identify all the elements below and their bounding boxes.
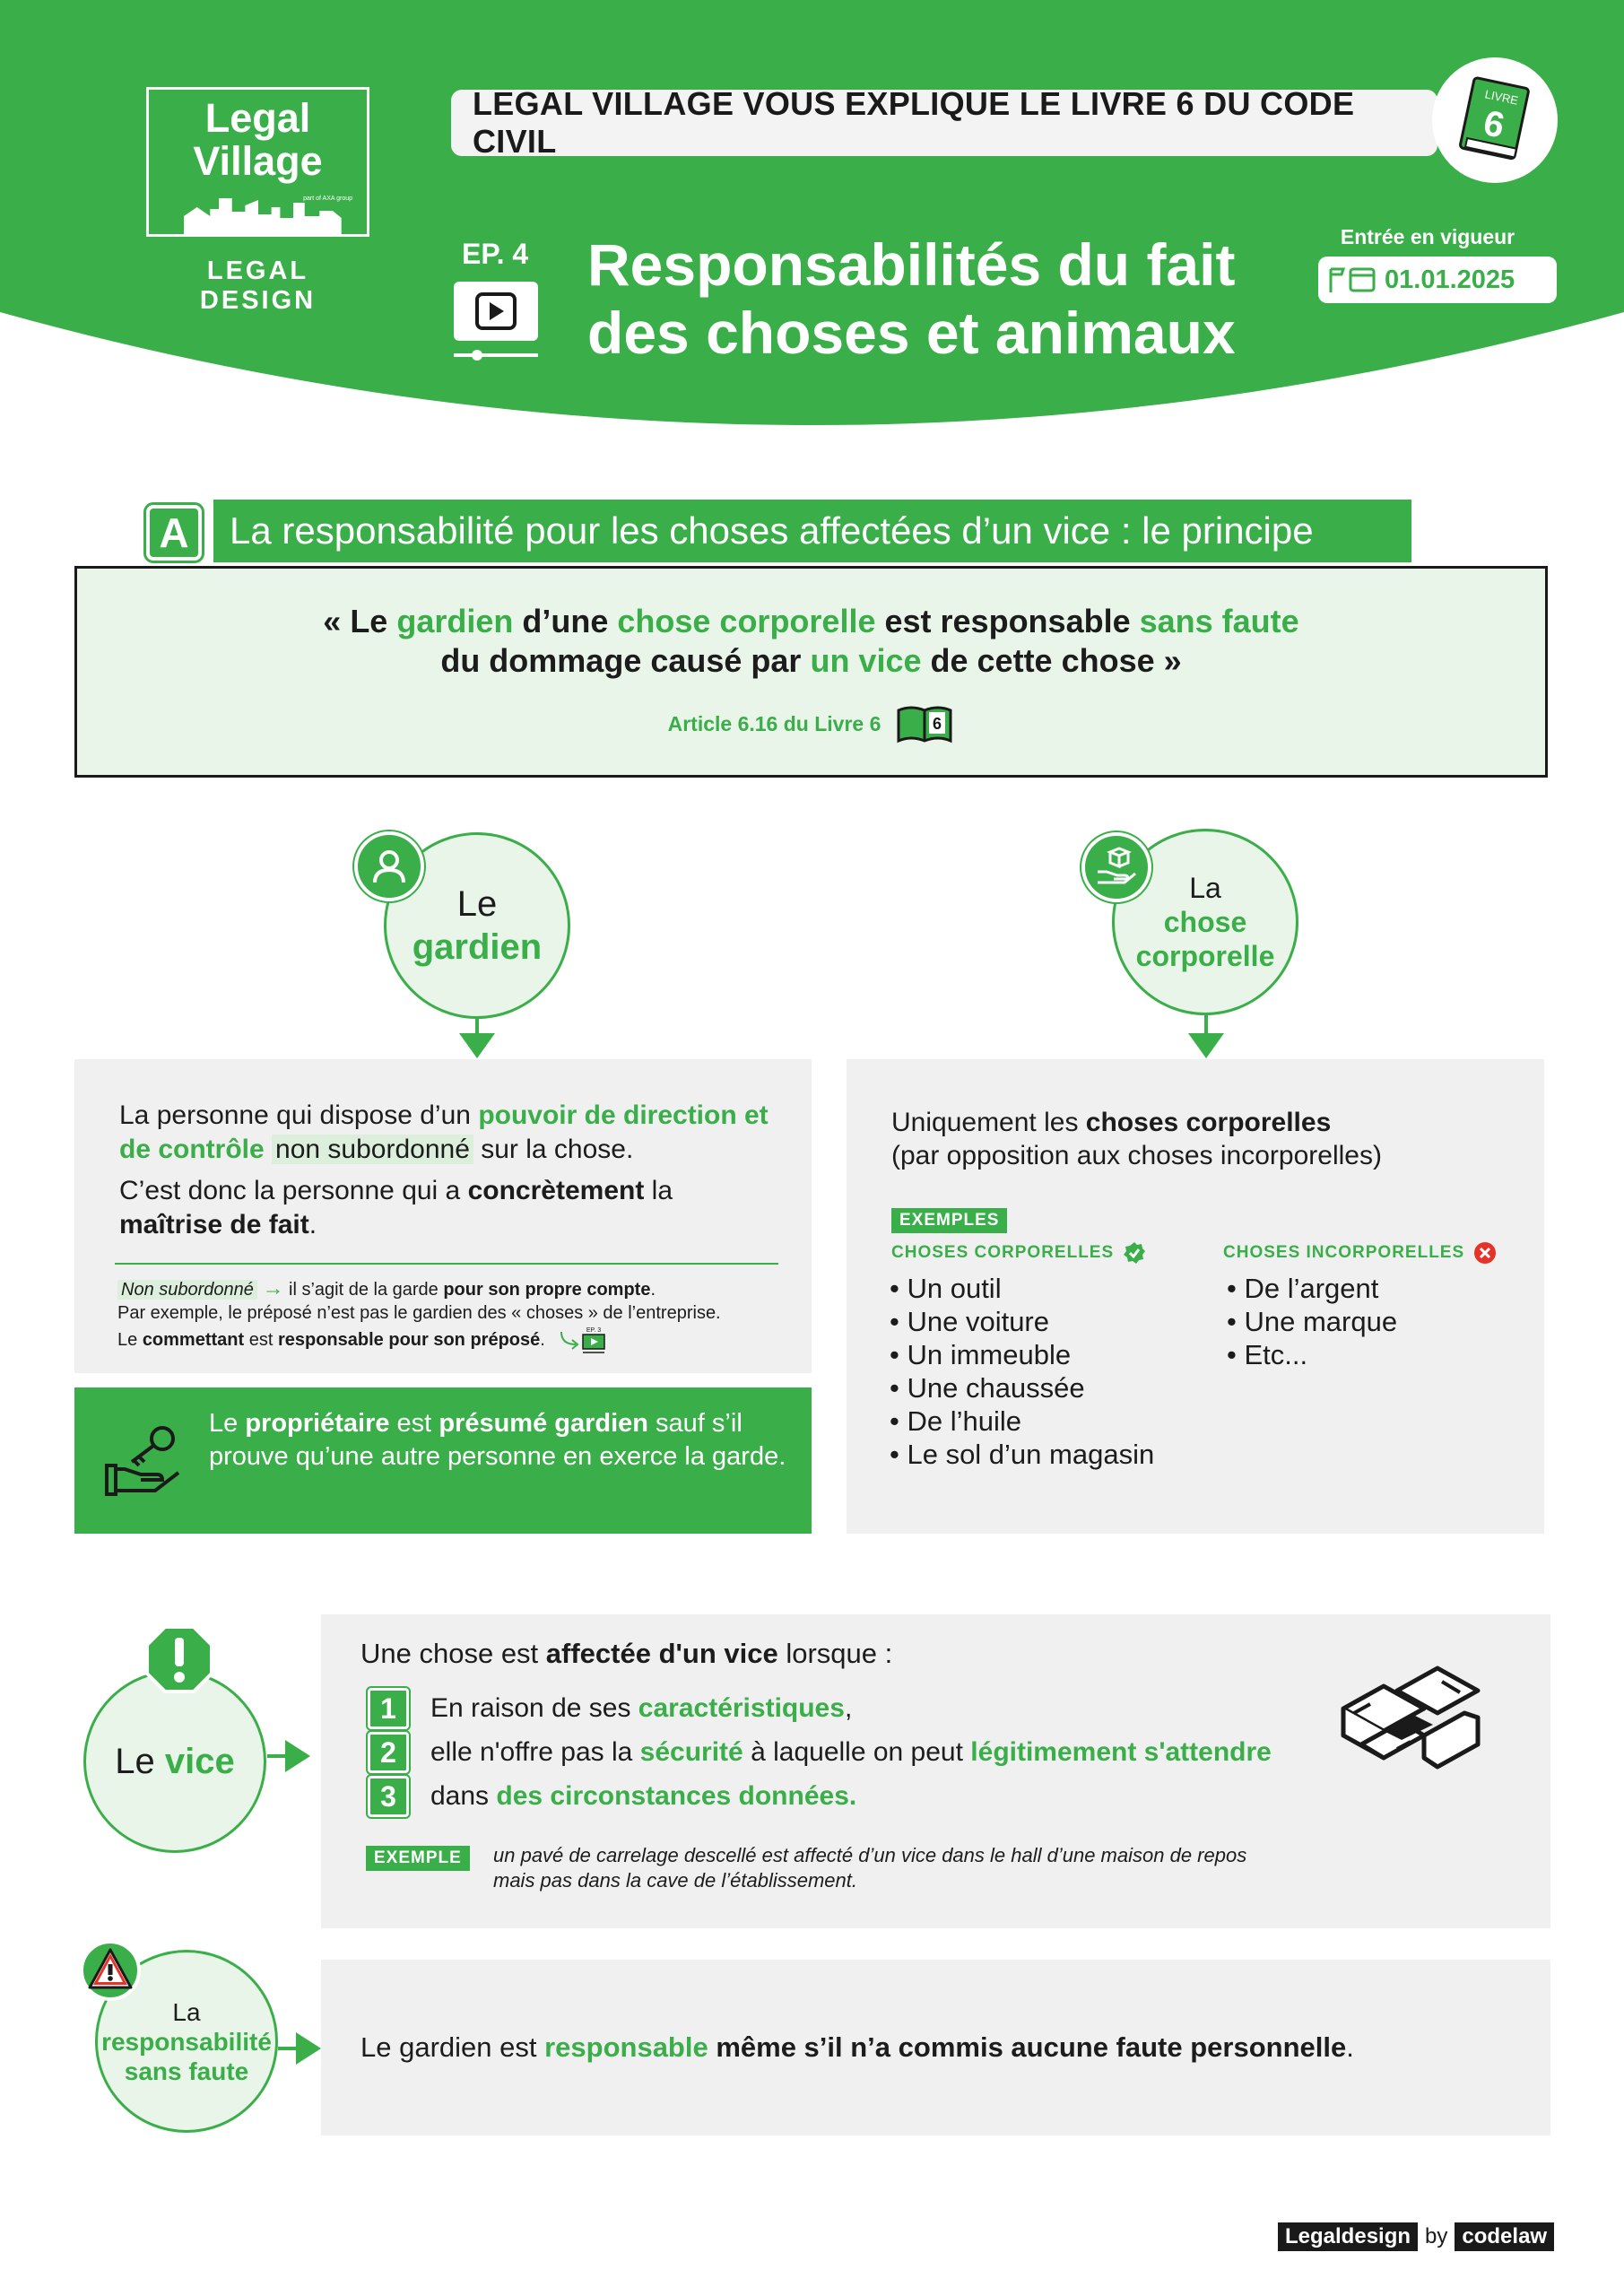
gardien-circle: Le gardien <box>384 832 570 1019</box>
proprietaire-presumption-panel <box>74 1387 812 1534</box>
list-item: • Un immeuble <box>890 1338 1154 1371</box>
list-item: • Etc... <box>1227 1338 1397 1371</box>
hand-key-icon <box>105 1419 186 1500</box>
article-reference: Article 6.16 du Livre 6 6 <box>77 703 1545 744</box>
codelaw-logo[interactable]: codelaw <box>1455 2222 1554 2251</box>
city-skyline-icon <box>149 189 367 234</box>
right-arrow-icon <box>278 2029 325 2068</box>
effective-date-badge <box>1318 257 1557 303</box>
gardien-definition: La personne qui dispose d’un pouvoir de direction et de contrôle non subordonné sur la chose. <box>119 1100 769 1164</box>
list-item: • De l’argent <box>1227 1272 1397 1305</box>
episode-link-icon[interactable] <box>558 1325 608 1355</box>
quote-line-1: « Le gardien d’une chose corporelle est responsable sans faute <box>323 603 1299 639</box>
example-tag: EXEMPLE <box>366 1846 470 1871</box>
examples-tag: EXEMPLES <box>891 1208 1007 1233</box>
vice-criterion-1: 1 En raison de ses caractéristiques, <box>368 1688 852 1729</box>
list-item: • Un outil <box>890 1272 1154 1305</box>
open-book-icon <box>895 703 954 744</box>
sans-faute-panel <box>321 1960 1550 2135</box>
svg-text:EP. 3: EP. 3 <box>586 1327 601 1334</box>
legal-village-logo[interactable] <box>146 87 369 237</box>
chose-corporelle-circle: La chose corporelle <box>1112 829 1298 1015</box>
vice-definition-panel <box>321 1614 1550 1928</box>
logo-title: Legal Village <box>193 95 323 184</box>
svg-text:6: 6 <box>933 715 942 733</box>
episode-label: EP. 4 <box>462 238 529 270</box>
book-icon <box>1432 57 1558 183</box>
livre-6-badge <box>1432 57 1558 183</box>
list-item: • De l’huile <box>890 1405 1154 1438</box>
number-badge: 1 <box>368 1688 409 1729</box>
gardien-definition-panel <box>74 1059 812 1373</box>
list-item: • Une chaussée <box>890 1371 1154 1405</box>
chose-definition: Uniquement les choses corporelles (par opposition aux choses incorporelles) <box>891 1108 1382 1170</box>
number-badge: 2 <box>368 1732 409 1773</box>
sans-faute-text: Le gardien est responsable même s’il n’a commis aucune faute personnelle. <box>360 2031 1354 2063</box>
vice-intro: Une chose est affectée d'un vice lorsque : <box>360 1638 893 1669</box>
number-badge: 3 <box>368 1776 409 1817</box>
choses-corporelles-list <box>890 1272 1154 1471</box>
chose-corporelle-panel <box>847 1059 1544 1534</box>
header-banner: LEGAL VILLAGE VOUS EXPLIQUE LE LIVRE 6 DU CODE CIVIL <box>451 90 1437 156</box>
effective-date-caption: Entrée en vigueur <box>1340 225 1515 248</box>
person-icon <box>354 831 424 901</box>
cross-icon <box>1473 1241 1497 1265</box>
down-arrow-icon <box>1188 1033 1224 1058</box>
gardien-explanation: C’est donc la personne qui a concrètement la maîtrise de fait. <box>119 1176 673 1239</box>
svg-text:LIVRE: LIVRE <box>1483 87 1520 108</box>
vice-example: un pavé de carrelage descellé est affecté d’un vice dans le hall d’une maison de repos mais pas dans la cave de l’établissement. <box>493 1844 1247 1892</box>
divider <box>115 1263 778 1265</box>
logo-subtitle: part of AXA group <box>303 196 352 202</box>
page-title: Responsabilités du fait des choses et animaux <box>587 231 1236 366</box>
broken-tiles-icon <box>1334 1664 1487 1780</box>
calendar-icon <box>1327 264 1377 296</box>
down-arrow-icon <box>459 1033 495 1058</box>
check-icon <box>1123 1241 1146 1265</box>
proprietaire-text: Le propriétaire est présumé gardien sauf s’il prouve qu’une autre personne en exerce la garde. <box>209 1409 786 1471</box>
video-play-icon[interactable] <box>450 278 542 368</box>
warning-icon <box>79 1939 142 2002</box>
choses-incorporelles-heading: CHOSES INCORPORELLES <box>1223 1241 1497 1265</box>
choses-corporelles-heading: CHOSES CORPORELLES <box>891 1241 1146 1265</box>
right-arrow-icon <box>267 1736 314 1776</box>
footer-by: by <box>1425 2224 1448 2248</box>
list-item: • Une marque <box>1227 1305 1397 1338</box>
section-a-badge: A <box>146 505 202 561</box>
section-a-title: La responsabilité pour les choses affectées d’un vice : le principe <box>213 500 1411 562</box>
vice-criterion-2: 2 elle n'offre pas la sécurité à laquelle on peut légitimement s'attendre <box>368 1732 1272 1773</box>
vice-circle: Le vice <box>83 1670 266 1853</box>
list-item: • Le sol d’un magasin <box>890 1438 1154 1471</box>
choses-incorporelles-list <box>1227 1272 1397 1371</box>
vice-criterion-3: 3 dans des circonstances données. <box>368 1776 856 1817</box>
effective-date-value: 01.01.2025 <box>1385 265 1515 294</box>
article-quote-box <box>74 566 1548 778</box>
list-item: • Une voiture <box>890 1305 1154 1338</box>
responsabilite-sans-faute-circle: La responsabilité sans faute <box>95 1950 278 2133</box>
hand-holding-box-icon <box>1081 832 1151 902</box>
non-subordonne-note: Non subordonné → il s’agit de la garde pour son propre compte. Par exemple, le préposé n’est pas le gardien des « choses » de l’entreprise. Le commettant est responsable pour son préposé. EP. 3 <box>117 1277 799 1355</box>
legaldesign-logo[interactable]: Legaldesign <box>1278 2222 1418 2251</box>
quote-line-2: du dommage causé par un vice de cette chose » <box>440 642 1182 679</box>
exclamation-icon <box>143 1623 215 1695</box>
svg-text:6: 6 <box>1480 103 1508 146</box>
footer-branding <box>1278 2222 1554 2251</box>
logo-tagline: LEGAL DESIGN <box>199 257 317 315</box>
